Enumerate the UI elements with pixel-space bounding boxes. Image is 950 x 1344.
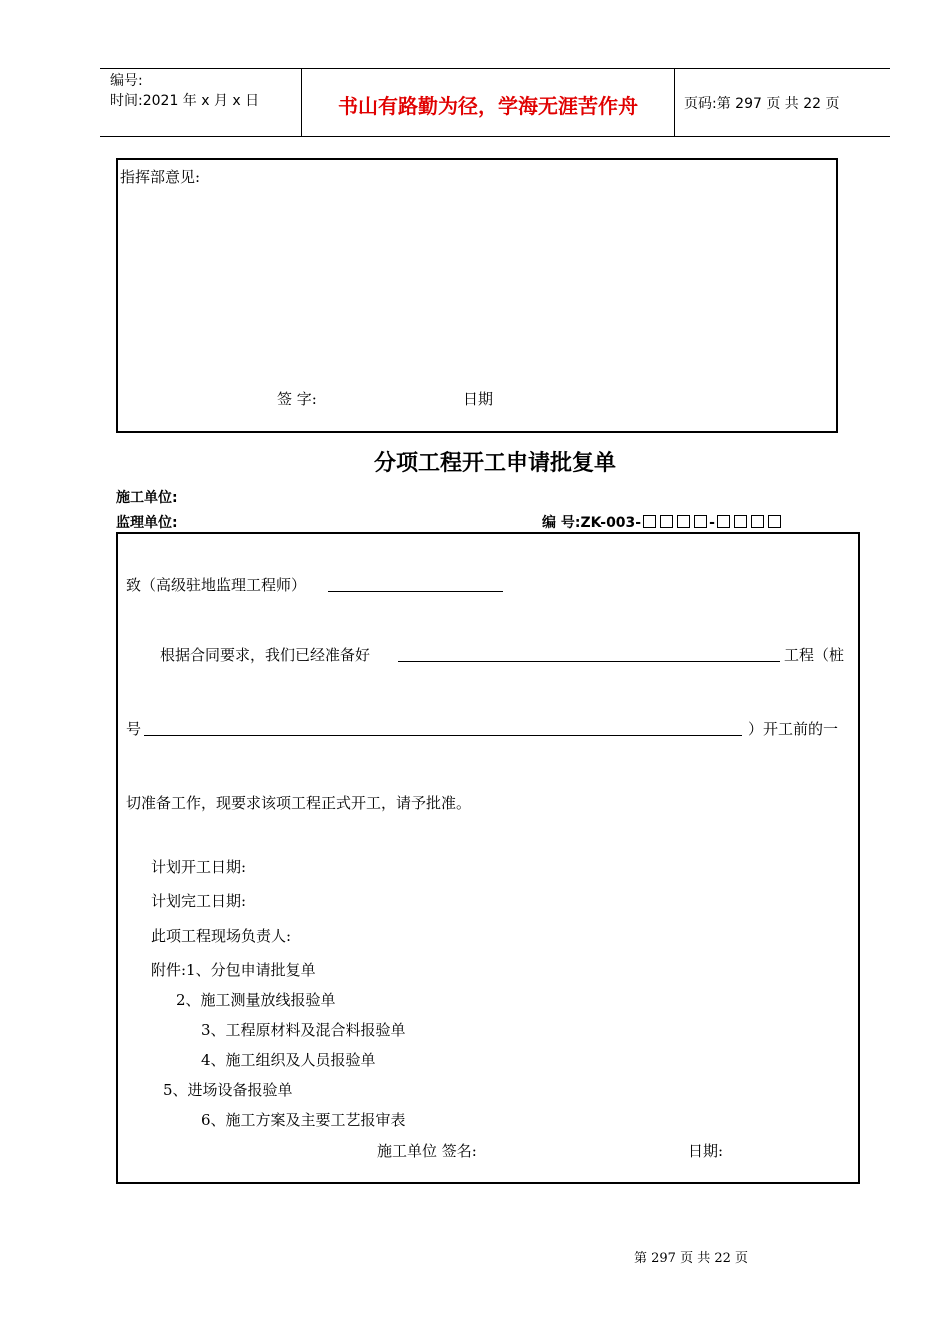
opinion-label: 指挥部意见: [120, 168, 201, 186]
number-box[interactable] [751, 515, 764, 528]
header-bottom-rule [100, 136, 890, 137]
station-blank-line[interactable] [144, 735, 742, 736]
attachment-item: 6、施工方案及主要工艺报审表 [201, 1111, 406, 1129]
form-title: 分项工程开工申请批复单 [373, 451, 616, 476]
plan-end-label: 计划完工日期: [151, 892, 247, 910]
body-text-1a: 根据合同要求，我们已经准备好 [160, 646, 371, 664]
header-divider [674, 68, 675, 136]
sign-date-label: 日期: [688, 1142, 724, 1160]
attachment-item: 3、工程原材料及混合料报验单 [201, 1021, 406, 1039]
form-number-prefix: 编 号:ZK-003- [542, 515, 642, 531]
number-box[interactable] [677, 515, 690, 528]
contractor-label: 施工单位: [116, 490, 178, 506]
form-number-dash: - [709, 515, 715, 531]
date-label: 日期 [463, 390, 494, 408]
header-page-code: 页码:第 297 页 共 22 页 [684, 96, 840, 112]
engineer-blank-line[interactable] [328, 591, 503, 592]
number-box[interactable] [643, 515, 656, 528]
sign-unit-label: 施工单位 签名: [377, 1142, 477, 1160]
plan-start-label: 计划开工日期: [151, 858, 247, 876]
attachment-item: 附件:1、分包申请批复单 [151, 961, 316, 979]
header-number-label: 编号: [110, 73, 143, 89]
project-blank-line[interactable] [398, 661, 780, 662]
body-text-2b: ）开工前的一 [748, 720, 839, 738]
header-motto: 书山有路勤为径，学海无涯苦作舟 [338, 94, 638, 118]
sign-label: 签 字: [277, 390, 317, 408]
attachment-item: 4、施工组织及人员报验单 [201, 1051, 376, 1069]
body-text-3: 切准备工作，现要求该项工程正式开工，请予批准。 [126, 794, 472, 812]
attachment-item: 2、施工测量放线报验单 [176, 991, 336, 1009]
number-box[interactable] [660, 515, 673, 528]
command-opinion-box [116, 158, 838, 433]
supervisor-label: 监理单位: [116, 515, 178, 531]
number-box[interactable] [734, 515, 747, 528]
form-number [542, 512, 783, 532]
attachment-item: 5、进场设备报验单 [163, 1081, 293, 1099]
page-footer: 第 297 页 共 22 页 [634, 1251, 749, 1266]
header-top-rule [100, 68, 890, 69]
application-box [116, 532, 860, 1184]
site-manager-label: 此项工程现场负责人: [151, 927, 292, 945]
to-line-label: 致（高级驻地监理工程师） [126, 576, 307, 594]
header-time-label: 时间:2021 年 x 月 x 日 [110, 93, 260, 109]
number-box[interactable] [768, 515, 781, 528]
number-box[interactable] [694, 515, 707, 528]
body-text-2a: 号 [126, 720, 142, 738]
body-text-1b: 工程（桩 [784, 646, 845, 664]
number-box[interactable] [717, 515, 730, 528]
